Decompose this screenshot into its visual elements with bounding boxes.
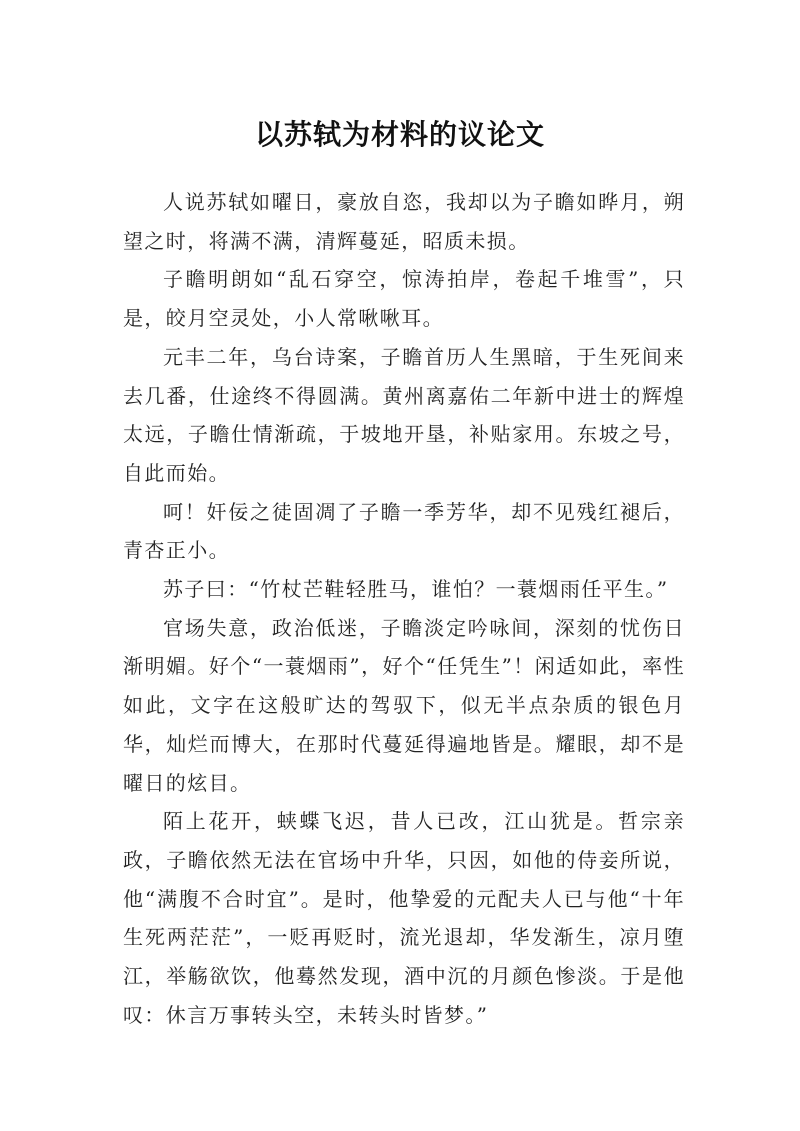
paragraph-7: 陌上花开，蛱蝶飞迟，昔人已改，江山犹是。哲宗亲政，子瞻依然无法在官场中升华，只因，如他的侍妾所说，他“满腹不合时宜”。是时，他挚爱的元配夫人已与他“十年生死两茫茫”，一贬再贬时，流光退却，华发渐生，凉月堕江，举觞欲饮，他蓦然发现，酒中沉的月颜色惨淡。于是他叹：休言万事转头空，未转头时皆梦。” (123, 809, 685, 1027)
paragraph-5: 苏子曰：“竹杖芒鞋轻胜马，谁怕？一蓑烟雨任平生。” (163, 577, 669, 602)
paragraph-3: 元丰二年，乌台诗案，子瞻首历人生黑暗，于生死间来去几番，仕途终不得圆满。黄州离嘉佑二年新中进士的辉煌太远，子瞻仕情渐疏，于坡地开垦，补贴家用。东坡之号，自此而始。 (123, 344, 685, 485)
paragraph-4: 呵！奸佞之徒固凋了子瞻一季芳华，却不见残红褪后，青杏正小。 (123, 499, 685, 563)
paragraph-1: 人说苏轼如曜日，豪放自恣，我却以为子瞻如晔月，朔望之时，将满不满，清辉蔓延，昭质未损。 (123, 190, 685, 253)
paragraph-6: 官场失意，政治低迷，子瞻淡定吟咏间，深刻的忧伤日渐明媚。好个“一蓑烟雨”，好个“任凭生”！闲适如此，率性如此，文字在这般旷达的驾驭下，似无半点杂质的银色月华，灿烂而博大，在那时代蔓延得遍地皆是。耀眼，却不是曜日的炫目。 (123, 615, 685, 795)
document-body (123, 183, 685, 1034)
paragraph-2: 子瞻明朗如“乱石穿空，惊涛拍岸，卷起千堆雪”，只是，皎月空灵处，小人常啾啾耳。 (123, 267, 685, 331)
document-title: 以苏轼为材料的议论文 (254, 117, 545, 151)
